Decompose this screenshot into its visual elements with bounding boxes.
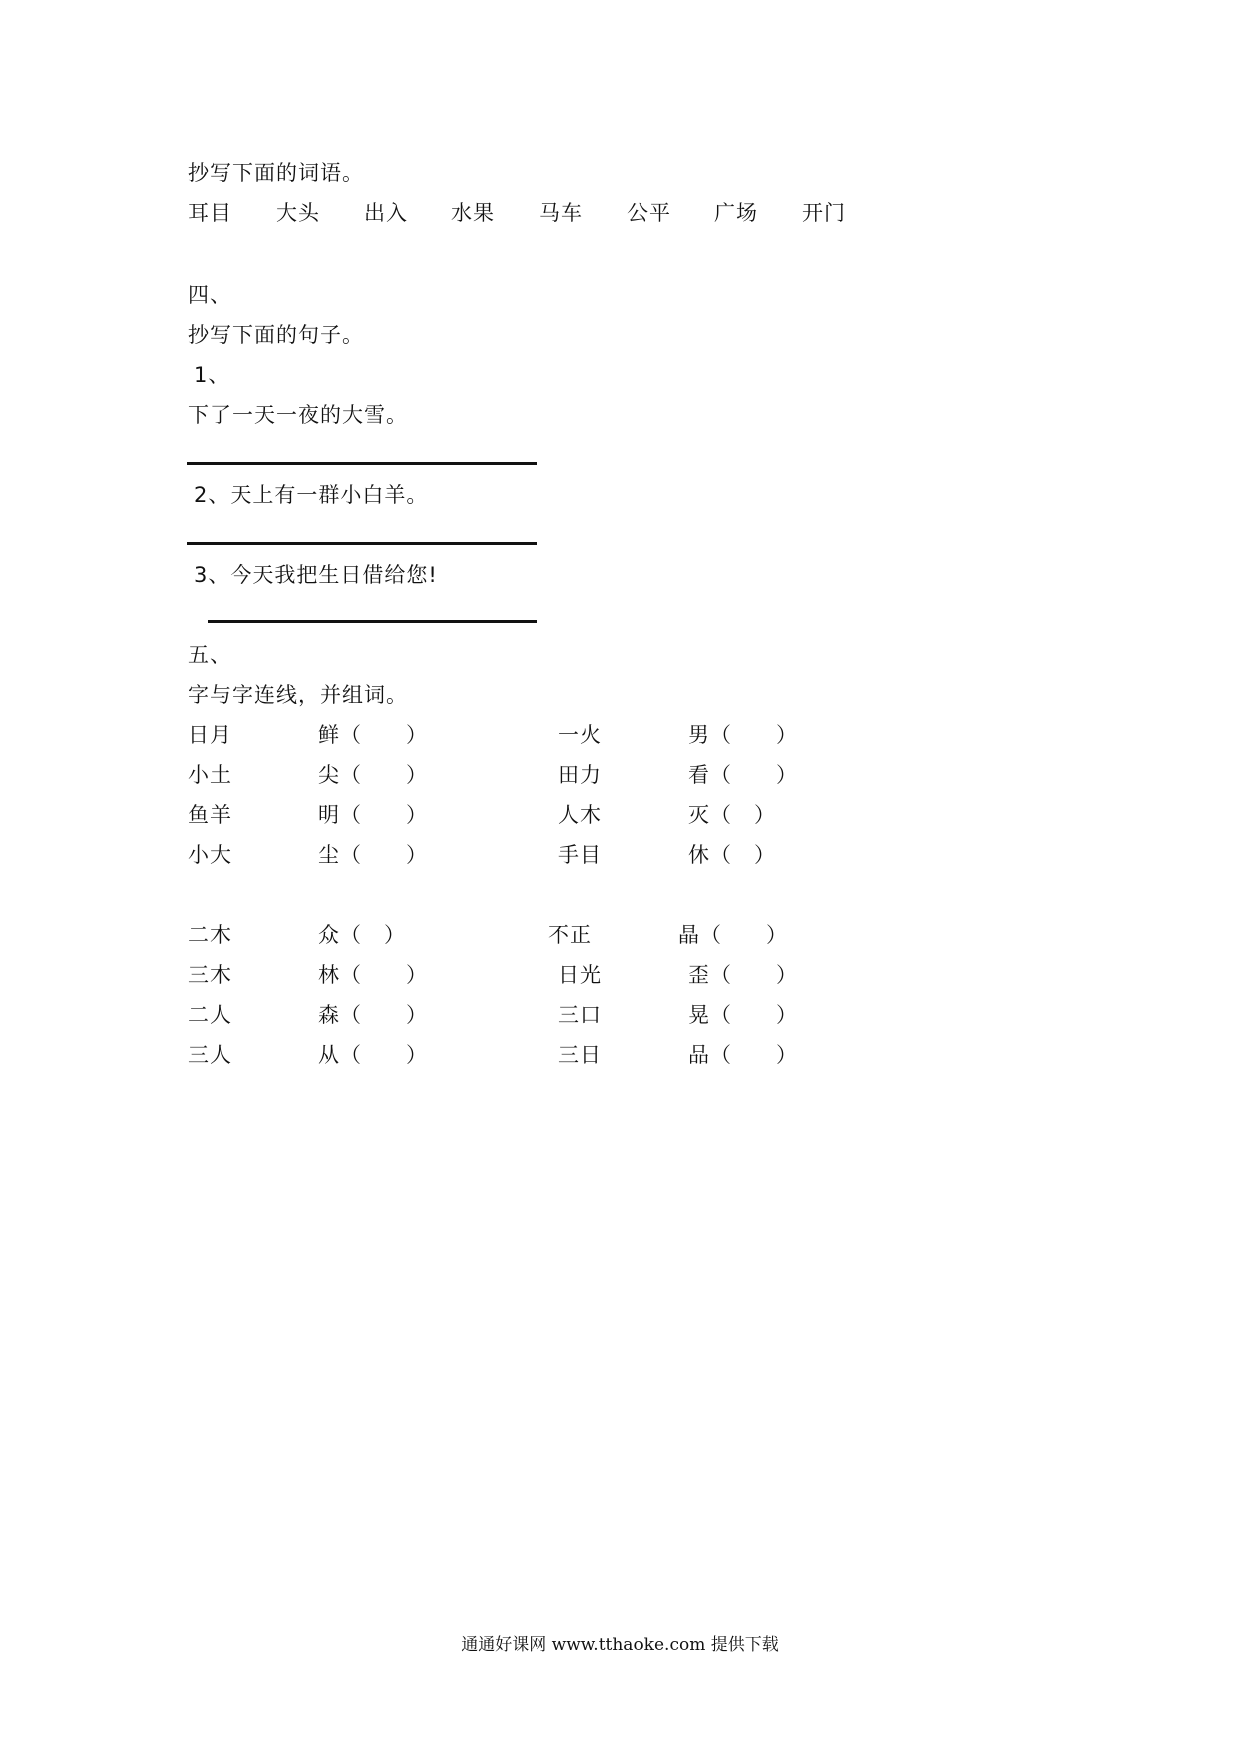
left-pair: 小大 — [188, 843, 232, 867]
right-pair: 日光 — [558, 963, 602, 987]
left-char-blank: 众（ ） — [318, 923, 406, 947]
sentence-2-text: 2、天上有一群小白羊。 — [194, 483, 429, 507]
copy-words-instruction: 抄写下面的词语。 — [188, 161, 364, 185]
right-pair: 三日 — [558, 1043, 602, 1067]
left-char-blank: 从（ ） — [318, 1043, 428, 1067]
word-item: 广场 — [714, 201, 758, 225]
right-char-blank: 品（ ） — [688, 1043, 798, 1067]
right-pair: 不正 — [548, 923, 592, 947]
left-char-blank: 明（ ） — [318, 803, 428, 827]
word-item: 公平 — [627, 201, 671, 225]
left-pair: 日月 — [188, 723, 232, 747]
word-item: 水果 — [451, 201, 495, 225]
right-char-blank: 晃（ ） — [688, 1003, 798, 1027]
answer-line-3 — [208, 620, 537, 623]
footer-credit: 通通好课网 www.tthaoke.com 提供下载 — [461, 1635, 779, 1655]
section-5-heading: 五、 — [188, 643, 232, 667]
word-item: 开门 — [802, 201, 846, 225]
right-char-blank: 晶（ ） — [678, 923, 788, 947]
section-4-heading: 四、 — [188, 283, 232, 307]
left-pair: 三木 — [188, 963, 232, 987]
sentence-1-number: 1、 — [194, 363, 231, 387]
copy-sentences-instruction: 抄写下面的句子。 — [188, 323, 364, 347]
left-char-blank: 尖（ ） — [318, 763, 428, 787]
answer-line-1 — [187, 462, 537, 465]
word-item: 出入 — [364, 201, 408, 225]
left-pair: 三人 — [188, 1043, 232, 1067]
word-item: 耳目 — [188, 201, 232, 225]
match-instruction: 字与字连线，并组词。 — [188, 683, 408, 707]
left-char-blank: 森（ ） — [318, 1003, 428, 1027]
left-pair: 鱼羊 — [188, 803, 232, 827]
sentence-3-text: 3、今天我把生日借给您! — [194, 563, 438, 587]
right-pair: 一火 — [558, 723, 602, 747]
right-pair: 三口 — [558, 1003, 602, 1027]
right-pair: 田力 — [558, 763, 602, 787]
left-char-blank: 林（ ） — [318, 963, 428, 987]
right-char-blank: 灭（ ） — [688, 803, 776, 827]
left-char-blank: 鲜（ ） — [318, 723, 428, 747]
word-item: 马车 — [539, 201, 583, 225]
right-pair: 手目 — [558, 843, 602, 867]
word-item: 大头 — [276, 201, 320, 225]
left-pair: 二木 — [188, 923, 232, 947]
right-char-blank: 歪（ ） — [688, 963, 798, 987]
right-char-blank: 休（ ） — [688, 843, 776, 867]
right-pair: 人木 — [558, 803, 602, 827]
left-char-blank: 尘（ ） — [318, 843, 428, 867]
right-char-blank: 男（ ） — [688, 723, 798, 747]
left-pair: 小土 — [188, 763, 232, 787]
sentence-1-text: 下了一天一夜的大雪。 — [188, 403, 408, 427]
right-char-blank: 看（ ） — [688, 763, 798, 787]
answer-line-2 — [187, 542, 537, 545]
left-pair: 二人 — [188, 1003, 232, 1027]
